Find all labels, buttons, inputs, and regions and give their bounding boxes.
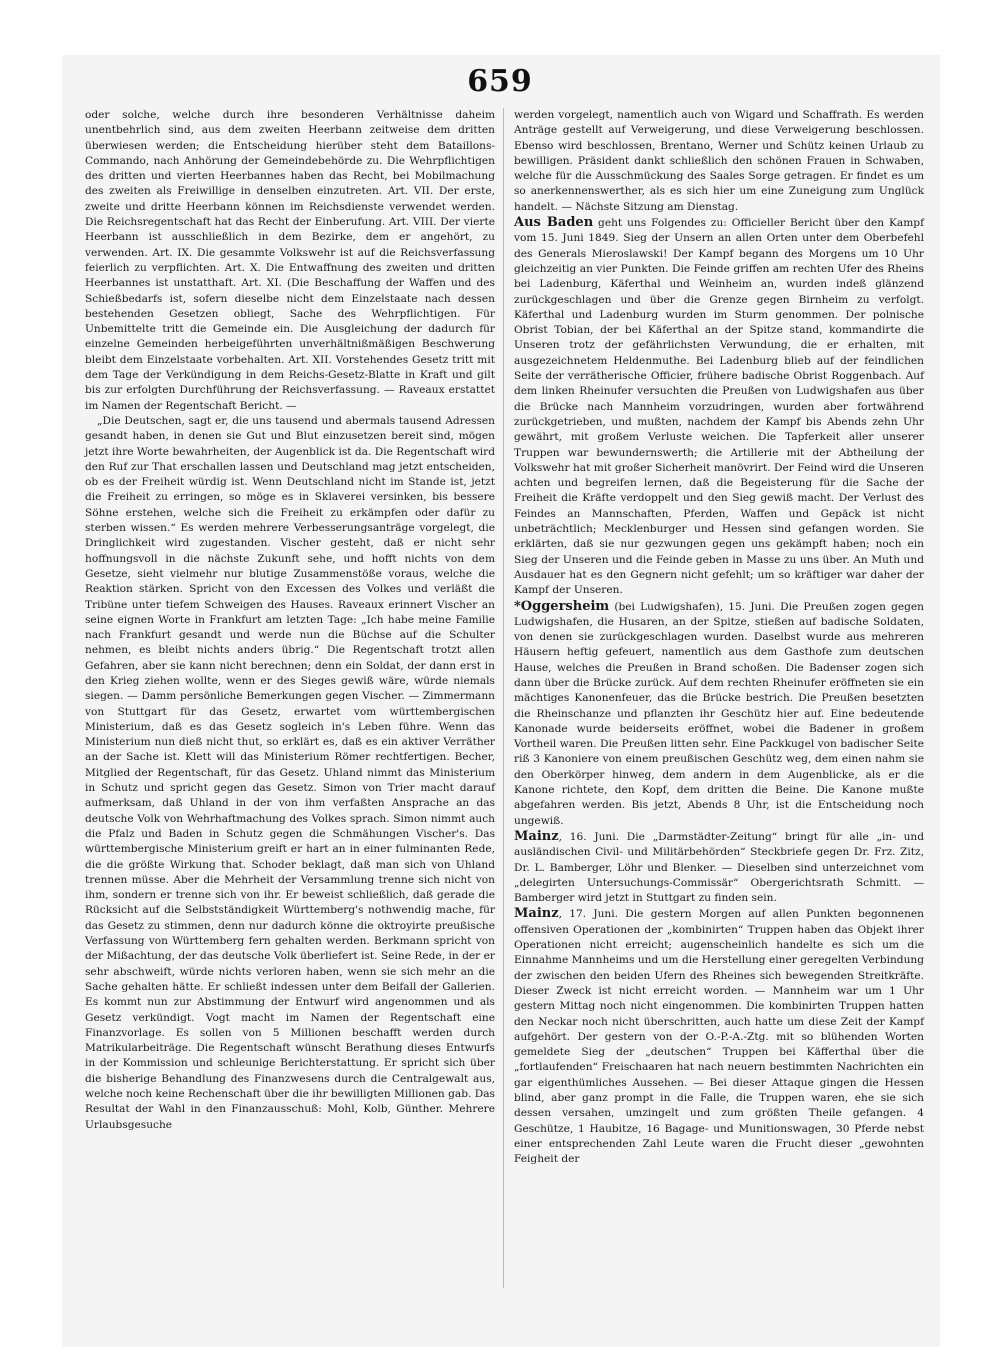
left-column [85,108,495,1133]
dateline: Aus Baden [514,215,594,231]
dateline: Mainz [514,906,559,922]
page-number: 659 [467,64,533,99]
news-item-baden: Aus Baden geht uns Folgendes zu: Officieller Bericht über den Kampf vom 15. Juni 1849. Sieg der Unsern an allen Orten unter dem Oberbefehl des Generals Mieroslawski! Der Kampf begann des Morgens um 10 Uhr gleichzeitig an vier Punkten. Die Feinde griffen am rechten Ufer des Rheins bei Ladenburg, Käferthal und Weinheim an, wurden indeß glänzend zurückgeschlagen und über die Grenze gegen Birnheim zu verfolgt. Käferthal und Ladenburg wurden im Sturm genommen. Der polnische Obrist Tobian, der bei Käferthal an der Spitze stand, kommandirte die Unseren trotz der gefährlichsten Verwundung, die er erhalten, mit ausgezeichnetem Heldenmuthe. Bei Ladenburg blieb auf der feindlichen Seite der verrätherische Officier, frühere badische Obrist Roggenbach. Auf dem linken Rheinufer versuchten die Preußen von Ludwigshafen aus über die Brücke nach Mannheim vorzudringen, wurden aber fortwährend zurückgetrieben, und mußten, nachdem der Kampf bis Abends zehn Uhr gewährt, mit großem Verluste weichen. Die Tapferkeit aller unserer Truppen war bewundernswerth; die Artillerie mit der Abtheilung der Volkswehr hat mit großer Sicherheit manövrirt. Der Feind wird die Unseren achten und begreifen lernen, daß die Begeisterung für die Sache der Freiheit die Kräfte verdoppelt und den Sieg gewiß macht. Der Verlust des Feindes an Mannschaften, Pferden, Waffen und Gepäck ist nicht unbeträchtlich; Mecklenburger und Hessen sind gefangen worden. Sie erklärten, daß sie nur gezwungen gegen uns gekämpft haben; noch ein Sieg der Unseren und die Feinde geben in Masse zu uns über. An Muth und Ausdauer hat es den Gegnern nicht gefehlt; um so kräftiger war daher der Kampf der Unseren. [514,215,924,597]
news-item-oggersheim: *Oggersheim (bei Ludwigshafen), 15. Juni. Die Preußen zogen gegen Ludwigshafen, die Husaren, an der Spitze, stießen auf badische Soldaten, von denen sie zurückgeschlagen wurden. Daselbst wurde aus mehreren Häusern heftig gefeuert, namentlich aus dem Gasthofe zum deutschen Hause, welches die Preußen in Brand schoßen. Die Badenser zogen sich dann über die Brücke zurück. Auf dem rechten Rheinufer eröffneten sie ein mächtiges Kanonenfeuer, das die Brücke bestrich. Die Preußen besetzten die Rheinschanze und pflanzten ihr Geschütz hier auf. Eine bedeutende Kanonade wurde beiderseits eröffnet, wobei die Badener in großem Vortheil waren. Die Preußen litten sehr. Eine Packkugel von badischer Seite riß 3 Kanoniere von einem preußischen Geschütz weg, dem einen nahm sie den Oberkörper hinweg, dem andern in dem Augenblicke, als er die Kanone richtete, den Kopf, dem dritten die Beine. Die Kanone mußte abgefahren werden. Bis jetzt, Abends 8 Uhr, ist die Entscheidung noch ungewiß. [514,598,924,827]
paragraph: oder solche, welche durch ihre besonderen Verhältnisse daheim unentbehrlich sind, aus dem zweiten Heerbann zeitweise dem dritten überwiesen werden; die Entscheidung hierüber steht dem Bataillons-Commando, nach Anhörung der Gemeindebehörde zu. Die Wehrpflichtigen des dritten und vierten Heerbannes haben das Recht, bei Mobilmachung des zweiten als Freiwillige in denselben einzutreten. Art. VII. Der erste, zweite und dritte Heerbann können im Reichsdienste verwendet werden. Die Reichsregentschaft hat das Recht der Einberufung. Art. VIII. Der vierte Heerbann ist ausschließlich in dem Bezirke, dem er angehört, zu verwenden. Art. IX. Die gesammte Volkswehr ist auf die Reichsverfassung feierlich zu verpflichten. Art. X. Die Entwaffnung des zweiten und dritten Heerbannes ist unstatthaft. Art. XI. (Die Beschaffung der Waffen und des Schießbedarfs ist, sofern dieselbe nicht dem Einzelstaate nach dessen bestehenden Gesetzen obliegt, Sache des Wehrpflichtigen. Für Unbemittelte tritt die Gemeinde ein. Die Ausgleichung der dadurch für einzelne Gemeinden herbeigeführten unverhältnißmäßigen Beschwerung bleibt dem Einzelstaate vorbehalten. Art. XII. Vorstehendes Gesetz tritt mit dem Tage der Verkündigung in dem Reichs-Gesetz-Blatte in Kraft und gilt bis zur erfolgten Durchführung der Reichsverfassung. — Raveaux erstattet im Namen der Regentschaft Bericht. — [85,109,495,412]
dateline: *Oggersheim [514,598,610,614]
news-item-mainz-16: Mainz, 16. Juni. Die „Darmstädter-Zeitung“ bringt für alle „in- und ausländischen Civil- und Militärbehörden“ Steckbriefe gegen Dr. Frz. Zitz, Dr. L. Bamberger, Löhr und Blenker. — Dieselben sind unterzeichnet vom „delegirten Untersuchungs-Commissär“ Obergerichtsrath Schmitt. — Bamberger wird jetzt in Stuttgart zu finden sein. [514,828,924,905]
news-item-mainz-17: Mainz, 17. Juni. Die gestern Morgen auf allen Punkten begonnenen offensiven Operationen der „kombinirten“ Truppen haben das Objekt ihrer Operationen nicht erreicht; augenscheinlich handelte es sich um die Einnahme Mannheims und um die Herstellung einer geregelten Verbindung der zwischen den beiden Ufern des Rheines sich bewegenden Streitkräfte. Dieser Zweck ist nicht erreicht worden. — Mannheim war um 1 Uhr gestern Mittag noch nicht eingenommen. Die kombinirten Truppen hatten den Neckar noch nicht überschritten, auch hatte um diese Zeit der Kampf aufgehört. Der gestern von der O.-P.-A.-Ztg. mit so blühenden Worten gemeldete Sieg der „deutschen“ Truppen bei Käfferthal über die „fortlaufenden“ Freischaaren hat nach neuern bestimmten Nachrichten ein gar eigenthümliches Aussehen. — Bei dieser Attaque gingen die Hessen blind, aber ganz prompt in die Falle, die Truppen waren, ehe sie sich dessen versahen, umzingelt und zum größten Theile gefangen. 4 Geschütze, 1 Haubitze, 16 Bagage- und Munitionswagen, 30 Pferde nebst einer entsprechenden Zahl Leute waren die Frucht dieser „gewohnten Feigheit der [514,906,924,1166]
paragraph: „Die Deutschen, sagt er, die uns tausend und abermals tausend Adressen gesandt haben, in denen sie Gut und Blut einzusetzen bereit sind, mögen jetzt ihre Worte bewahrheiten, der Augenblick ist da. Die Regentschaft wird den Ruf zur That erschallen lassen und Deutschland mag jetzt entscheiden, ob es der Freiheit würdig ist. Wenn Deutschland nicht im Stande ist, jetzt die Freiheit zu erringen, so möge es in Sklaverei versinken, bis bessere Söhne erstehen, welche sich die Freiheit zu erkämpfen oder dafür zu sterben wissen.“ Es werden mehrere Verbesserungsanträge vorgelegt, die Dringlichkeit wird zugestanden. Vischer gesteht, daß er nicht sehr hoffnungsvoll in die nächste Zukunft sehe, und hofft nichts von dem Gesetze, sieht vielmehr nur blutige Zusammenstöße voraus, welche die Reaktion stärken. Spricht von den Excessen des Volkes und verläßt die Tribüne unter tiefem Schweigen des Hauses. Raveaux erinnert Vischer an seine eignen Worte in Frankfurt am letzten Tage: „Ich habe meine Familie nach Frankfurt gesandt und werde nun die Büchse auf die Schulter nehmen, es bleibt nichts anders übrig.“ Die Regentschaft trotzt allen Gefahren, aber sie kann nicht berechnen; denn ein Soldat, der dann erst in den Krieg ziehen wollte, wenn er des Sieges gewiß wäre, würde niemals siegen. — Damm persönliche Bemerkungen gegen Vischer. — Zimmermann von Stuttgart für das Gesetz, erwartet vom württembergischen Ministerium, daß es das Gesetz sogleich in's Leben führe. Wenn das Ministerium nun dieß nicht thut, so erklärt es, daß es ein aktiver Verräther an der Sache ist. Klett will das Ministerium Römer rechtfertigen. Becher, Mitglied der Regentschaft, für das Gesetz. Uhland nimmt das Ministerium in Schutz und spricht gegen das Gesetz. Simon von Trier macht darauf aufmerksam, daß Uhland in der von ihm verfaßten Ansprache an das deutsche Volk von Wehrhaftmachung des Volkes sprach. Simon nimmt auch die Pfalz und Baden in Schutz gegen die Schmähungen Vischer's. Das württembergische Ministerium greift er hart an in einer fulminanten Rede, die die größte Wirkung that. Schoder beklagt, daß man sich von Uhland trennen müsse. Aber die Mehrheit der Versammlung trenne sich nicht von ihm, sondern er trenne sich von ihr. Er beweist schließlich, daß gerade die Rücksicht auf die Selbstständigkeit Württemberg's nothwendig mache, für das Gesetz zu stimmen, denn nur dadurch könne die oktroyirte preußische Verfassung von Württemberg fern gehalten werden. Berkmann spricht von der Mißachtung, der das deutsche Volk überliefert ist. Seine Rede, in der er sehr abschweift, würde nichts verloren haben, wenn sie sich mehr an die Sache gehalten hätte. Er schließt indessen unter dem Beifall der Gallerien. Es kommt nun zur Abstimmung der Entwurf wird angenommen und als Gesetz verkündigt. Vogt macht im Namen der Regentschaft eine Finanzvorlage. Es sollen von 5 Millionen beschafft werden durch Matrikularbeiträge. Die Regentschaft wünscht Berathung dieses Entwurfs in der Kommission und schleunige Berichterstattung. Er spricht sich über die bisherige Behandlung des Finanzwesens durch die Centralgewalt aus, welche noch keine Rechenschaft über die ihr bewilligten Millionen gab. Das Resultat der Wahl in den Finanzausschuß: Mohl, Kolb, Günther. Mehrere Urlaubsgesuche [85,414,495,1131]
column-divider [503,108,504,1288]
dateline: Mainz [514,828,559,844]
paragraph: werden vorgelegt, namentlich auch von Wigard und Schaffrath. Es werden Anträge gestellt auf Verweigerung, und diese Verweigerung beschlossen. Ebenso wird beschlossen, Brentano, Werner und Schütz keinen Urlaub zu bewilligen. Präsident dankt schließlich den schönen Frauen in Schwaben, welche für die Ausschmückung des Saales Sorge getragen. Er findet es um so anerkennenswerther, als es sich hier um eine Zuneigung zum Unglück handelt. — Nächste Sitzung am Dienstag. [514,109,924,213]
right-column [514,108,924,1167]
